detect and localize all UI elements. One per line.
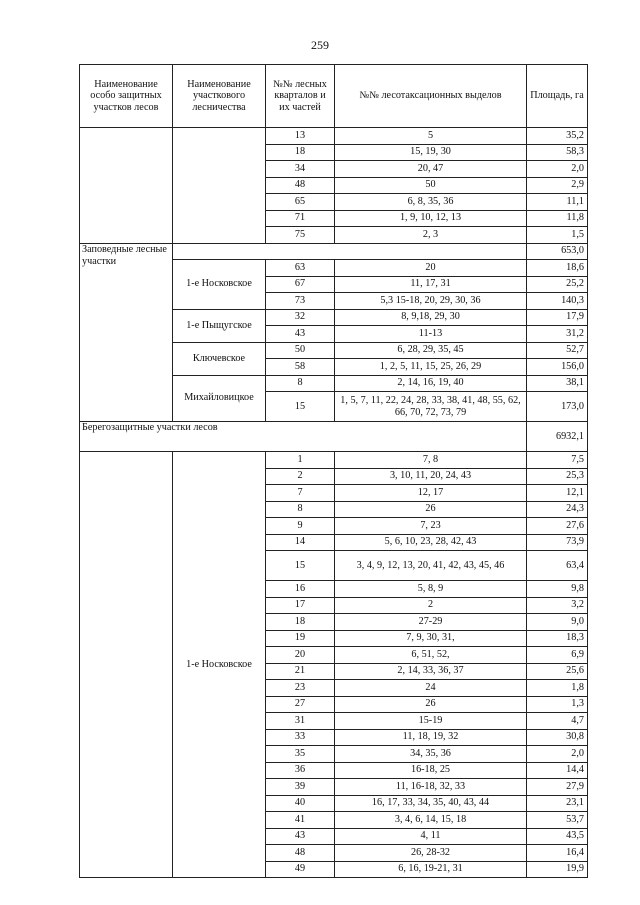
area-cell: 6,9 (527, 647, 588, 664)
quarter-cell: 40 (266, 795, 335, 812)
area-cell: 18,6 (527, 260, 588, 277)
quarter-cell: 14 (266, 534, 335, 551)
plots-cell: 24 (335, 680, 527, 697)
area-cell: 30,8 (527, 729, 588, 746)
quarter-cell: 33 (266, 729, 335, 746)
quarter-cell: 36 (266, 762, 335, 779)
plots-cell: 6, 28, 29, 35, 45 (335, 342, 527, 359)
quarter-cell: 16 (266, 581, 335, 598)
quarter-cell: 15 (266, 551, 335, 581)
quarter-cell: 9 (266, 518, 335, 535)
area-cell: 9,8 (527, 581, 588, 598)
plots-cell: 7, 8 (335, 452, 527, 469)
area-cell: 11,1 (527, 194, 588, 211)
quarter-cell: 34 (266, 161, 335, 178)
quarter-cell: 48 (266, 845, 335, 862)
plots-cell: 26, 28-32 (335, 845, 527, 862)
plots-cell: 27-29 (335, 614, 527, 631)
plots-cell: 15-19 (335, 713, 527, 730)
quarter-cell: 20 (266, 647, 335, 664)
area-cell: 1,8 (527, 680, 588, 697)
quarter-cell: 8 (266, 501, 335, 518)
blank-cell (173, 243, 527, 260)
quarter-cell: 18 (266, 144, 335, 161)
plots-cell: 2 (335, 597, 527, 614)
quarter-cell: 21 (266, 663, 335, 680)
plots-cell: 5,3 15-18, 20, 29, 30, 36 (335, 293, 527, 310)
quarter-cell: 39 (266, 779, 335, 796)
section-name-reserve: Заповедные лесные участки (80, 243, 173, 422)
quarter-cell: 67 (266, 276, 335, 293)
quarter-cell: 2 (266, 468, 335, 485)
area-cell: 25,2 (527, 276, 588, 293)
area-cell: 4,7 (527, 713, 588, 730)
plots-cell: 20, 47 (335, 161, 527, 178)
header-quarters: №№ лесных кварталов и их частей (266, 65, 335, 128)
table-row (80, 128, 588, 145)
plots-cell: 1, 9, 10, 12, 13 (335, 210, 527, 227)
area-cell: 3,2 (527, 597, 588, 614)
plots-cell: 26 (335, 696, 527, 713)
area-cell: 2,9 (527, 177, 588, 194)
area-cell: 1,5 (527, 227, 588, 244)
area-name-cell (80, 452, 173, 878)
header-size: Площадь, га (527, 65, 588, 128)
quarter-cell: 71 (266, 210, 335, 227)
area-cell: 27,9 (527, 779, 588, 796)
quarter-cell: 7 (266, 485, 335, 502)
quarter-cell: 32 (266, 309, 335, 326)
plots-cell: 34, 35, 36 (335, 746, 527, 763)
plots-cell: 11, 18, 19, 32 (335, 729, 527, 746)
quarter-cell: 35 (266, 746, 335, 763)
area-cell: 35,2 (527, 128, 588, 145)
area-cell: 23,1 (527, 795, 588, 812)
area-cell: 25,3 (527, 468, 588, 485)
quarter-cell: 41 (266, 812, 335, 829)
quarter-cell: 13 (266, 128, 335, 145)
forestry-name-cell: 1-е Носковское (173, 452, 266, 878)
table-row (80, 452, 588, 469)
plots-cell: 12, 17 (335, 485, 527, 502)
area-cell: 18,3 (527, 630, 588, 647)
forest-areas-table (79, 64, 588, 878)
plots-cell: 20 (335, 260, 527, 277)
plots-cell: 5 (335, 128, 527, 145)
plots-cell: 1, 2, 5, 11, 15, 25, 26, 29 (335, 359, 527, 376)
quarter-cell: 31 (266, 713, 335, 730)
header-plots: №№ лесотаксационных выделов (335, 65, 527, 128)
plots-cell: 3, 4, 9, 12, 13, 20, 41, 42, 43, 45, 46 (335, 551, 527, 581)
quarter-cell: 58 (266, 359, 335, 376)
area-cell: 24,3 (527, 501, 588, 518)
quarter-cell: 8 (266, 375, 335, 392)
plots-cell: 11-13 (335, 326, 527, 343)
area-cell: 173,0 (527, 392, 588, 422)
header-area-name: Наименование особо защитных участков лесов (80, 65, 173, 128)
plots-cell: 16, 17, 33, 34, 35, 40, 43, 44 (335, 795, 527, 812)
forestry-cell (173, 128, 266, 244)
plots-cell: 5, 6, 10, 23, 28, 42, 43 (335, 534, 527, 551)
area-cell: 25,6 (527, 663, 588, 680)
area-cell: 19,9 (527, 861, 588, 878)
quarter-cell: 75 (266, 227, 335, 244)
area-cell: 1,3 (527, 696, 588, 713)
plots-cell: 50 (335, 177, 527, 194)
quarter-cell: 27 (266, 696, 335, 713)
area-cell: 14,4 (527, 762, 588, 779)
header-forestry: Наименование участкового лесничества (173, 65, 266, 128)
area-cell: 2,0 (527, 746, 588, 763)
plots-cell: 11, 16-18, 32, 33 (335, 779, 527, 796)
area-cell: 52,7 (527, 342, 588, 359)
quarter-cell: 49 (266, 861, 335, 878)
plots-cell: 2, 14, 33, 36, 37 (335, 663, 527, 680)
plots-cell: 3, 10, 11, 20, 24, 43 (335, 468, 527, 485)
quarter-cell: 73 (266, 293, 335, 310)
forestry-name-cell: 1-е Пыщугское (173, 309, 266, 342)
plots-cell: 11, 17, 31 (335, 276, 527, 293)
quarter-cell: 15 (266, 392, 335, 422)
area-cell: 7,5 (527, 452, 588, 469)
quarter-cell: 17 (266, 597, 335, 614)
plots-cell: 2, 14, 16, 19, 40 (335, 375, 527, 392)
forestry-name-cell: Михайловицкое (173, 375, 266, 422)
plots-cell: 6, 16, 19-21, 31 (335, 861, 527, 878)
area-cell: 63,4 (527, 551, 588, 581)
quarter-cell: 43 (266, 828, 335, 845)
area-name-cell (80, 128, 173, 244)
area-cell: 58,3 (527, 144, 588, 161)
plots-cell: 6, 51, 52, (335, 647, 527, 664)
table-body (80, 128, 588, 878)
plots-cell: 7, 23 (335, 518, 527, 535)
quarter-cell: 48 (266, 177, 335, 194)
area-cell: 43,5 (527, 828, 588, 845)
table-header-row (80, 65, 588, 128)
quarter-cell: 1 (266, 452, 335, 469)
plots-cell: 5, 8, 9 (335, 581, 527, 598)
plots-cell: 3, 4, 6, 14, 15, 18 (335, 812, 527, 829)
quarter-cell: 43 (266, 326, 335, 343)
plots-cell: 16-18, 25 (335, 762, 527, 779)
quarter-cell: 23 (266, 680, 335, 697)
area-cell: 2,0 (527, 161, 588, 178)
quarter-cell: 50 (266, 342, 335, 359)
plots-cell: 1, 5, 7, 11, 22, 24, 28, 33, 38, 41, 48, 55, 62, 66, 70, 72, 73, 79 (335, 392, 527, 422)
area-cell: 140,3 (527, 293, 588, 310)
plots-cell: 7, 9, 30, 31, (335, 630, 527, 647)
area-cell: 73,9 (527, 534, 588, 551)
area-cell: 38,1 (527, 375, 588, 392)
plots-cell: 4, 11 (335, 828, 527, 845)
quarter-cell: 63 (266, 260, 335, 277)
section-name-protective: Берегозащитные участки лесов (80, 422, 527, 452)
section-total-row (80, 422, 588, 452)
page-number: 259 (311, 38, 329, 52)
plots-cell: 26 (335, 501, 527, 518)
section-total-protective: 6932,1 (527, 422, 588, 452)
plots-cell: 15, 19, 30 (335, 144, 527, 161)
forestry-name-cell: Ключевское (173, 342, 266, 375)
plots-cell: 6, 8, 35, 36 (335, 194, 527, 211)
quarter-cell: 19 (266, 630, 335, 647)
quarter-cell: 65 (266, 194, 335, 211)
forestry-name-cell: 1-е Носковское (173, 260, 266, 310)
area-cell: 156,0 (527, 359, 588, 376)
section-total-reserve: 653,0 (527, 243, 588, 260)
area-cell: 31,2 (527, 326, 588, 343)
area-cell: 17,9 (527, 309, 588, 326)
area-cell: 12,1 (527, 485, 588, 502)
quarter-cell: 18 (266, 614, 335, 631)
section-total-row (80, 243, 588, 260)
plots-cell: 8, 9,18, 29, 30 (335, 309, 527, 326)
plots-cell: 2, 3 (335, 227, 527, 244)
area-cell: 27,6 (527, 518, 588, 535)
area-cell: 53,7 (527, 812, 588, 829)
area-cell: 11,8 (527, 210, 588, 227)
area-cell: 16,4 (527, 845, 588, 862)
area-cell: 9,0 (527, 614, 588, 631)
